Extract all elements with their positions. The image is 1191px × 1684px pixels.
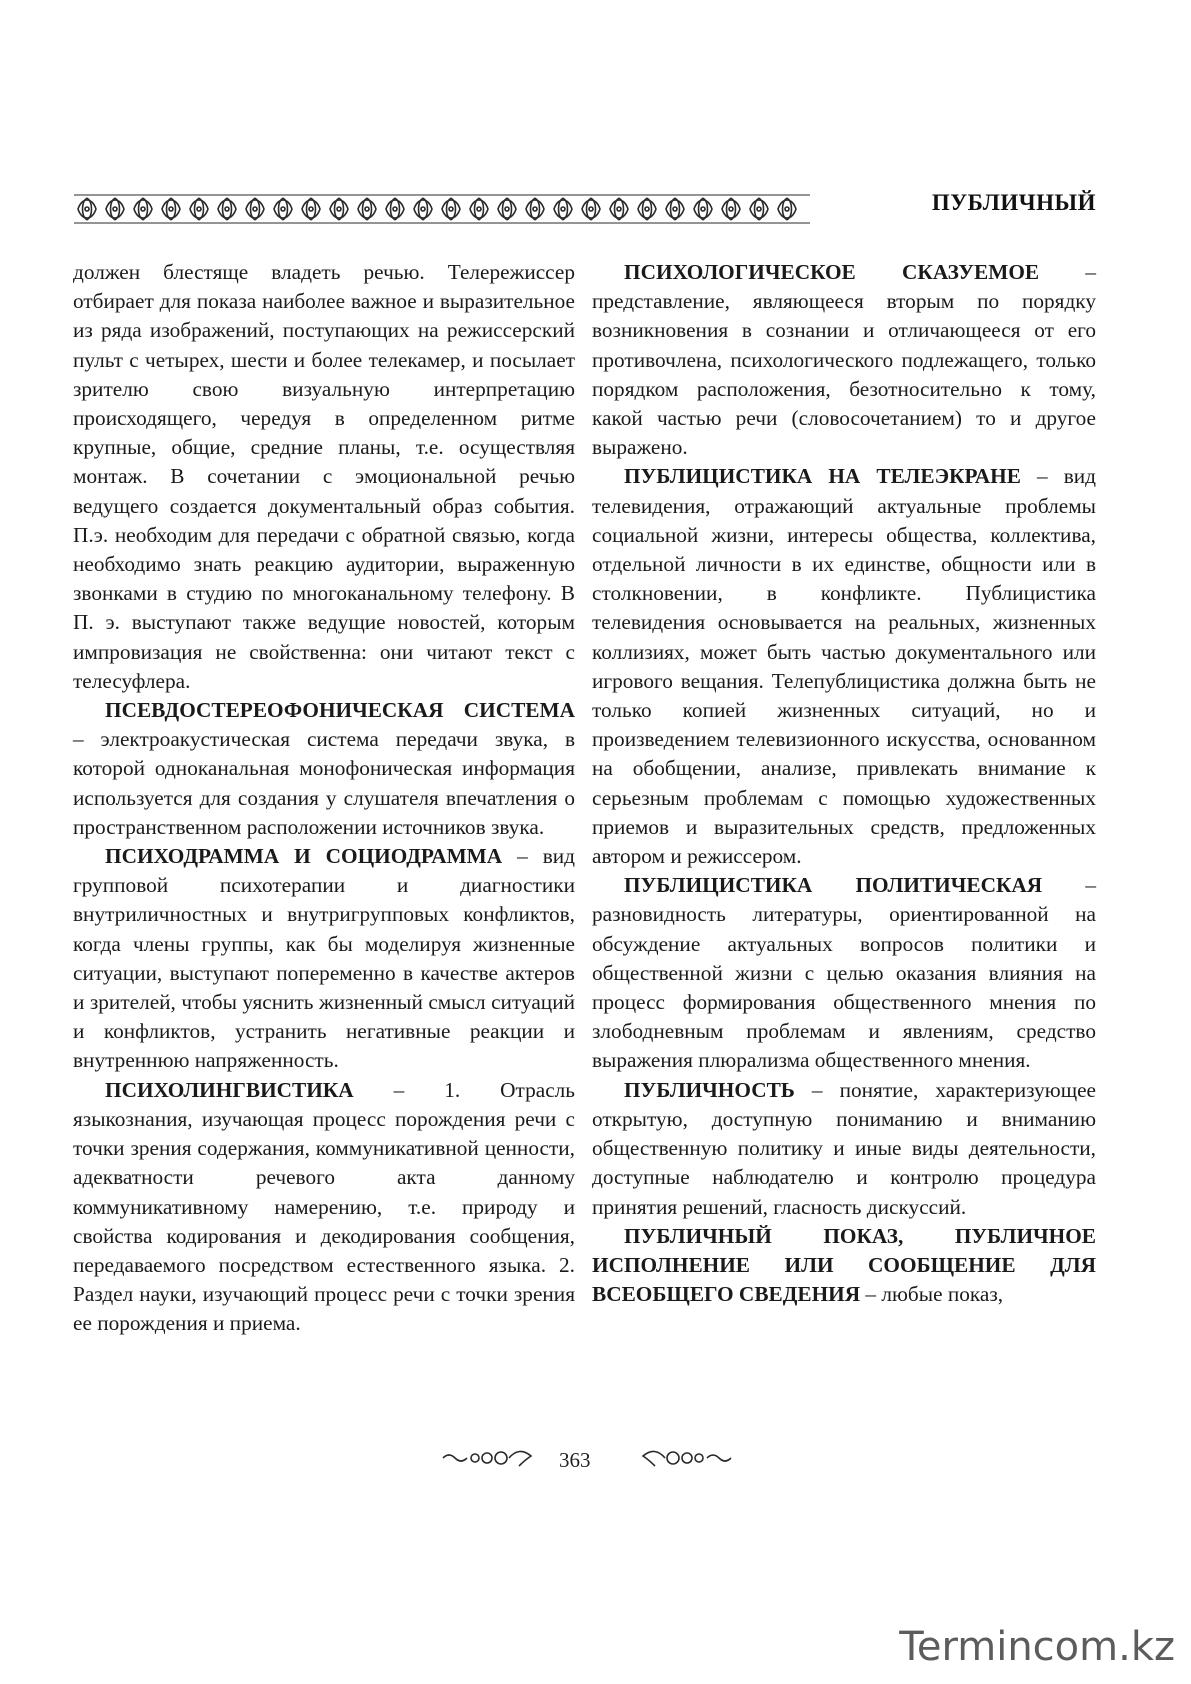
entry-definition: – вид групповой психотерапии и диагностики внутриличностных и внутригрупповых конфликтов, когда члены группы, как бы моделируя жизненные ситуации, выступают попеременно в качестве актеров и зрителей, чтобы уяснить жизненный смысл ситуаций и конфликтов, устранить негативные реакции и внутреннюю напряженность. <box>73 844 575 1073</box>
entry-definition: – любые показ, <box>860 1282 1004 1307</box>
dictionary-entry <box>592 1222 1096 1310</box>
dictionary-entry <box>592 871 1096 1075</box>
site-watermark-logo: Termincom.kz <box>899 1624 1175 1670</box>
fleuron-left-icon <box>441 1446 537 1472</box>
dictionary-entry <box>73 696 575 842</box>
running-head: ПУБЛИЧНЫЙ <box>931 190 1096 215</box>
entry-term: ПСИХОЛИНГВИСТИКА <box>105 1077 354 1102</box>
dictionary-entry <box>73 842 575 1076</box>
entry-term: ПСИХОЛОГИЧЕСКОЕ СКАЗУЕМОЕ <box>624 260 1040 284</box>
fleuron-right-icon <box>637 1446 733 1472</box>
entry-continuation: должен блестяще владеть речью. Телережиссер отбирает для показа наиболее важное и выразительное из ряда изображений, поступающих на режиссерский пульт с четырех, шести и более телекамер, и посылает зрителю свою визуальную интерпретацию происходящего, чередуя в определенном ритме крупные, общие, средние планы, т.е. осуществляя монтаж. В сочетании с эмоциональной речью ведущего создается документальный образ события. П.э. необходим для передачи с обратной связью, когда необходимо знать реакцию аудитории, выраженную звонками в студию по многоканальному телефону. В П. э. выступают также ведущие новостей, которым импровизация не свойственна: они читают текст с телесуфлера. <box>73 260 575 693</box>
right-column <box>592 258 1096 1309</box>
entry-definition: – вид телевидения, отражающий актуальные проблемы социальной жизни, интересы общества, коллектива, отдельной личности в их единстве, общности или в столкновении, в конфликте. Публицистика телевидения основывается на реальных, жизненных коллизиях, может быть частью документального или игрового вещания. Телепублицистика должна быть не только копией жизненных ситуаций, но и произведением телевизионного искусства, основанном на обобщении, анализе, привлекать внимание к серьезным проблемам с помощью художественных приемов и выразительных средств, предложенных автором и режиссером. <box>592 464 1096 869</box>
entry-definition: – разновидность литературы, ориентированной на обсуждение актуальных вопросов политики и общественной жизни с целью оказания влияния на процесс формирования общественного мнения по злободневным проблемам и явлениям, средство выражения плюрализма общественного мнения. <box>592 873 1096 1073</box>
entry-term: ПСИХОДРАММА И СОЦИОДРАММА <box>105 844 503 869</box>
entry-definition: – электроакустическая система передачи звука, в которой одноканальная монофоническая информация используется для создания у слушателя впечатления о пространственном расположении источников звука. <box>73 727 575 839</box>
dictionary-entry <box>73 1076 575 1339</box>
entry-definition: – 1. Отрасль языкознания, изучающая процесс порождения речи с точки зрения содержания, коммуникативной ценности, адекватности речевого акта данному коммуникативному намерению, т.е. природу и свойства кодирования и декодирования сообщения, передаваемого посредством естественного языка. 2. Раздел науки, изучающий процесс речи с точки зрения ее порождения и приема. <box>73 1077 575 1336</box>
entry-definition: – представление, являющееся вторым по порядку возникновения в сознании и отличающееся от его противочлена, психологического подлежащего, только порядком расположения, безотносительно к тому, какой частью речи (словосочетанием) то и другое выражено. <box>592 260 1096 460</box>
page-number: 363 <box>559 1448 591 1472</box>
entry-term: ПУБЛИЧНОСТЬ <box>624 1077 795 1102</box>
entry-term: ПУБЛИЧНЫЙ ПОКАЗ, ПУБЛИЧНОЕ ИСПОЛНЕНИЕ ИЛИ СООБЩЕНИЕ ДЛЯ ВСЕОБЩЕГО СВЕДЕНИЯ <box>592 1223 1096 1307</box>
entry-term: ПУБЛИЦИСТИКА НА ТЕЛЕЭКРАНЕ <box>624 464 1021 489</box>
dictionary-entry <box>592 258 1096 462</box>
dictionary-entry <box>592 1076 1096 1222</box>
left-column <box>73 258 575 1339</box>
ornamental-border-icon <box>72 192 812 226</box>
entry-definition: – понятие, характеризующее открытую, доступную пониманию и вниманию общественную политику и иные виды деятельности, доступные наблюдателю и контролю процедура принятия решений, гласность дискуссий. <box>592 1077 1096 1219</box>
entry-term: ПУБЛИЦИСТИКА ПОЛИТИЧЕСКАЯ <box>624 873 1043 898</box>
entry-term: ПСЕВДОСТЕРЕОФОНИЧЕСКАЯ СИСТЕМА <box>105 698 575 723</box>
dictionary-entry <box>592 462 1096 871</box>
